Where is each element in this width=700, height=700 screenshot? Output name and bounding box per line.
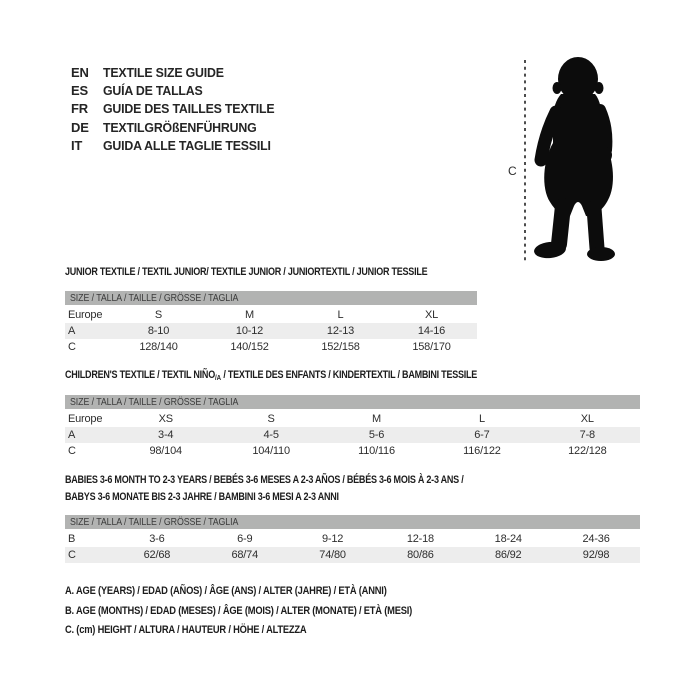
language-text: TEXTILGRÖßENFÜHRUNG bbox=[103, 119, 257, 135]
title-part: CHILDREN'S TEXTILE / TEXTIL NIÑO bbox=[65, 369, 215, 381]
babies-section-title-text: BABIES 3-6 MONTH TO 2-3 YEARS / BEBÉS 3-6 MESES A 2-3 AÑOS / BÉBÉS 3-6 MOIS À 2-3 ANS / bbox=[65, 474, 464, 486]
size-cell: XL bbox=[424, 309, 439, 321]
note-line-a bbox=[65, 585, 473, 605]
baby-silhouette bbox=[533, 57, 615, 261]
language-list bbox=[71, 63, 283, 155]
language-text: GUÍA DE TALLAS bbox=[103, 83, 203, 99]
language-text: TEXTILE SIZE GUIDE bbox=[103, 64, 224, 80]
size-cell: XS bbox=[158, 413, 173, 425]
size-cell: 7-8 bbox=[579, 429, 595, 441]
babies-section-title-line2 bbox=[65, 491, 399, 503]
size-cell: 12-18 bbox=[406, 533, 434, 545]
table-row-europe bbox=[65, 411, 640, 427]
language-code: DE bbox=[71, 119, 89, 135]
size-cell: 128/140 bbox=[139, 341, 178, 353]
junior-section-title-text: JUNIOR TEXTILE / TEXTIL JUNIOR/ TEXTILE JUNIOR / JUNIORTEXTIL / JUNIOR TESSILE bbox=[65, 266, 428, 278]
size-cell: 92/98 bbox=[582, 549, 610, 561]
size-cell: L bbox=[337, 309, 344, 321]
language-row-en bbox=[71, 63, 283, 81]
row-label: C bbox=[68, 445, 76, 457]
size-cell: 8-10 bbox=[147, 325, 170, 337]
title-subscript: /A bbox=[214, 373, 222, 382]
size-cell: 152/158 bbox=[321, 341, 360, 353]
size-cell: 4-5 bbox=[263, 429, 279, 441]
note-line-b bbox=[65, 605, 473, 625]
language-code: FR bbox=[71, 101, 88, 117]
size-cell: XL bbox=[580, 413, 594, 425]
table-row-age bbox=[65, 427, 640, 443]
note-text: A. AGE (YEARS) / EDAD (AÑOS) / ÂGE (ANS) / ALTER (JAHRE) / ETÀ (ANNI) bbox=[65, 585, 387, 597]
size-cell: 12-13 bbox=[326, 325, 355, 337]
size-cell: 18-24 bbox=[494, 533, 522, 545]
language-row-es bbox=[71, 81, 283, 99]
size-cell: 98/104 bbox=[149, 445, 182, 457]
size-cell: 158/170 bbox=[412, 341, 451, 353]
language-row-fr bbox=[71, 100, 283, 118]
note-text: C. (cm) HEIGHT / ALTURA / HAUTEUR / HÖHE / ALTEZZA bbox=[65, 624, 307, 636]
size-cell: 24-36 bbox=[582, 533, 610, 545]
language-row-de bbox=[71, 118, 283, 136]
babies-section-title-text: BABYS 3-6 MONATE BIS 2-3 JAHRE / BAMBINI 3-6 MESI A 2-3 ANNI bbox=[65, 491, 339, 503]
size-cell: 86/92 bbox=[494, 549, 522, 561]
legend-notes bbox=[65, 585, 473, 644]
row-label: C bbox=[68, 341, 76, 353]
row-label: B bbox=[68, 533, 76, 545]
babies-size-table bbox=[65, 515, 640, 563]
row-label: Europe bbox=[68, 309, 103, 321]
size-header-bar bbox=[65, 291, 477, 305]
size-cell: 140/152 bbox=[230, 341, 269, 353]
size-cell: 14-16 bbox=[417, 325, 446, 337]
row-label: A bbox=[68, 325, 76, 337]
size-header-text: SIZE / TALLA / TAILLE / GRÖSSE / TAGLIA bbox=[70, 516, 239, 528]
row-label: C bbox=[68, 549, 76, 561]
size-cell: 110/116 bbox=[358, 445, 395, 457]
junior-size-table bbox=[65, 291, 477, 355]
title-part: / TEXTILE DES ENFANTS / KINDERTEXTIL / BAMBINI TESSILE bbox=[221, 369, 478, 381]
table-row-age bbox=[65, 323, 477, 339]
table-row-height bbox=[65, 339, 477, 355]
row-label: Europe bbox=[68, 413, 103, 425]
children-size-table bbox=[65, 395, 640, 459]
size-cell: 9-12 bbox=[321, 533, 344, 545]
size-cell: 6-7 bbox=[474, 429, 490, 441]
size-cell: 5-6 bbox=[368, 429, 385, 441]
language-code: IT bbox=[71, 138, 83, 154]
size-cell: 80/86 bbox=[407, 549, 434, 561]
table-row-height bbox=[65, 547, 640, 563]
size-header-text: SIZE / TALLA / TAILLE / GRÖSSE / TAGLIA bbox=[70, 292, 239, 304]
language-text: GUIDA ALLE TAGLIE TESSILI bbox=[103, 138, 271, 154]
size-cell: M bbox=[245, 309, 254, 321]
size-cell: 116/122 bbox=[463, 445, 501, 457]
language-code: EN bbox=[71, 64, 89, 80]
note-text: B. AGE (MONTHS) / EDAD (MESES) / ÂGE (MOIS) / ALTER (MONATE) / ETÀ (MESI) bbox=[65, 604, 413, 617]
size-cell: L bbox=[478, 413, 485, 425]
table-row-age-months bbox=[65, 531, 640, 547]
size-cell: 122/128 bbox=[568, 445, 607, 457]
size-cell: 62/68 bbox=[143, 549, 171, 561]
height-label: C bbox=[508, 164, 517, 178]
babies-section-title-line1 bbox=[65, 474, 551, 486]
size-cell: 6-9 bbox=[237, 533, 253, 545]
size-cell: 104/110 bbox=[252, 445, 290, 457]
baby-silhouette-svg bbox=[498, 48, 643, 272]
size-cell: 10-12 bbox=[235, 325, 264, 337]
size-cell: 3-6 bbox=[149, 533, 165, 545]
size-header-bar bbox=[65, 515, 640, 529]
size-cell: 68/74 bbox=[231, 549, 258, 561]
junior-section-title bbox=[65, 266, 507, 278]
row-label: A bbox=[68, 429, 76, 441]
table-row-europe bbox=[65, 307, 477, 323]
language-row-it bbox=[71, 137, 283, 155]
size-cell: S bbox=[267, 413, 275, 425]
size-cell: 74/80 bbox=[319, 549, 346, 561]
children-section-title bbox=[65, 369, 568, 382]
children-section-title-text bbox=[65, 369, 477, 382]
size-cell: M bbox=[372, 413, 381, 425]
language-code: ES bbox=[71, 83, 88, 99]
size-cell: S bbox=[154, 309, 163, 321]
size-cell: 3-4 bbox=[158, 429, 174, 441]
size-header-bar bbox=[65, 395, 640, 409]
toddler-figure bbox=[498, 48, 643, 272]
language-text: GUIDE DES TAILLES TEXTILE bbox=[103, 101, 275, 117]
size-header-text: SIZE / TALLA / TAILLE / GRÖSSE / TAGLIA bbox=[70, 396, 239, 408]
note-line-c bbox=[65, 624, 473, 644]
table-row-height bbox=[65, 443, 640, 459]
